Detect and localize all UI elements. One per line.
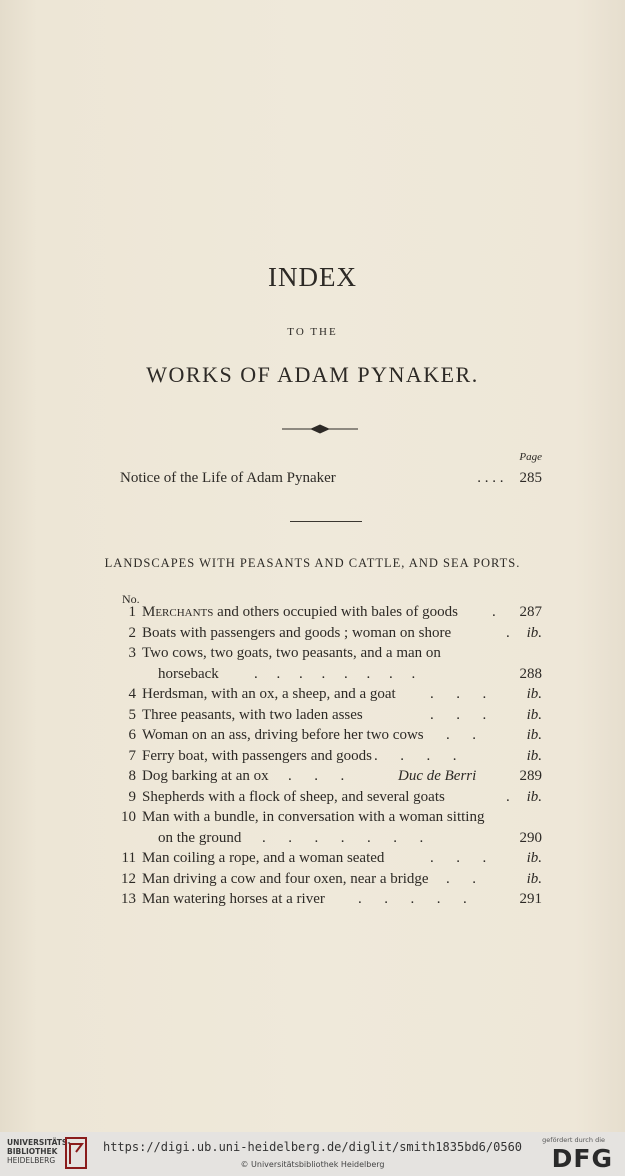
- entry-page: ib.: [526, 706, 542, 723]
- entry-dot-leader: . . . . . . . .: [254, 665, 416, 682]
- entry-row: [102, 746, 542, 767]
- entry-description: Ferry boat, with passengers and goods: [142, 747, 372, 764]
- entry-number: 1: [128, 604, 136, 620]
- entry-number: 4: [128, 686, 136, 702]
- entry-number: 5: [128, 706, 136, 723]
- entry-page: 288: [519, 665, 542, 682]
- entry-number: 3: [128, 645, 136, 661]
- entry-text: [142, 643, 542, 664]
- entry-row: [102, 725, 542, 746]
- entry-description: Three peasants, with two laden asses: [142, 706, 363, 723]
- entry-page: ib.: [526, 624, 542, 641]
- entry-dot-leader: . .: [446, 870, 476, 887]
- entry-number: 8: [128, 768, 136, 784]
- entry-description: Man with a bundle, in conversation with a woman sitting: [142, 809, 485, 825]
- works-heading: WORKS OF ADAM PYNAKER.: [146, 362, 479, 387]
- entry-text: [142, 602, 542, 623]
- entry-row: [102, 848, 542, 869]
- library-line-1: UNIVERSITÄTS-: [7, 1138, 71, 1147]
- entry-text: [142, 725, 542, 746]
- library-line-2: BIBLIOTHEK: [7, 1147, 58, 1156]
- entry-number: 11: [121, 850, 136, 866]
- entry-page: ib.: [526, 788, 542, 805]
- entry-dot-leader: . . .: [288, 768, 345, 784]
- entry-number: 2: [128, 624, 136, 641]
- entry-page: ib.: [526, 850, 542, 866]
- entry-page: ib.: [526, 747, 542, 764]
- entry-dot-leader: .: [506, 788, 510, 805]
- entry-owner: Duc de Berri: [398, 768, 477, 784]
- entry-row: [102, 828, 542, 849]
- footer-bar: [0, 1132, 625, 1176]
- entry-number: 13: [121, 891, 136, 907]
- notice-dots: . . . .: [477, 470, 504, 486]
- entry-row: [102, 684, 542, 705]
- entry-text: [142, 787, 542, 808]
- ornament-divider-icon: [282, 423, 358, 435]
- entry-row: [102, 766, 542, 787]
- notice-page: 285: [519, 470, 542, 486]
- entry-page: 291: [519, 891, 542, 907]
- notice-entry: [120, 470, 542, 487]
- entry-description: Boats with passengers and goods ; woman on shore: [142, 624, 452, 641]
- entry-dot-leader: . . . .: [374, 747, 457, 764]
- page-column-label: Page: [519, 451, 542, 463]
- entry-dot-leader: . .: [446, 727, 476, 743]
- entry-page: 289: [519, 768, 542, 784]
- entry-row: [102, 889, 542, 910]
- entry-description: Herdsman, with an ox, a sheep, and a goat: [142, 686, 396, 702]
- funded-by-text: gefördert durch die: [542, 1136, 605, 1144]
- entry-row: [102, 602, 542, 623]
- entry-dot-leader: .: [492, 604, 496, 620]
- entry-description: Woman on an ass, driving before her two cows: [142, 727, 424, 743]
- entry-description: Shepherds with a flock of sheep, and several goats: [142, 788, 445, 805]
- entry-text: [142, 889, 542, 910]
- entry-row: [102, 869, 542, 890]
- entry-number: 9: [128, 788, 136, 805]
- entry-row: [102, 807, 542, 828]
- entry-description: Dog barking at an ox: [142, 768, 269, 784]
- entry-number: 6: [128, 727, 136, 743]
- entry-number: 12: [121, 870, 136, 887]
- entry-description: Man driving a cow and four oxen, near a bridge: [142, 870, 429, 887]
- entry-page: ib.: [526, 727, 542, 743]
- entry-description: Two cows, two goats, two peasants, and a man on: [142, 645, 441, 661]
- entry-dot-leader: . . .: [430, 686, 487, 702]
- entry-dot-leader: .: [506, 624, 510, 641]
- entry-list: [102, 602, 542, 910]
- entry-text: [142, 869, 542, 890]
- entry-description: horseback: [158, 665, 219, 682]
- entry-row: [102, 643, 542, 664]
- to-the-subheading: TO THE: [287, 326, 338, 338]
- notice-label: Notice of the Life of Adam Pynaker: [120, 470, 336, 486]
- entry-dot-leader: . . .: [430, 850, 487, 866]
- entry-row: [102, 705, 542, 726]
- entry-small-caps: Merchants: [142, 604, 214, 620]
- entry-page: ib.: [526, 870, 542, 887]
- dfg-logo-text: DFG: [551, 1144, 613, 1173]
- section-title: LANDSCAPES WITH PEASANTS AND CATTLE, AND SEA PORTS.: [104, 556, 521, 570]
- entry-description: Man watering horses at a river: [142, 891, 325, 907]
- entry-text: [142, 746, 542, 767]
- entry-row: [102, 664, 542, 685]
- entry-row: [102, 623, 542, 644]
- entry-page: ib.: [526, 686, 542, 702]
- library-line-3: HEIDELBERG: [7, 1156, 56, 1165]
- entry-number: 7: [128, 747, 136, 764]
- entry-description: on the ground: [158, 829, 242, 846]
- section-divider: [290, 521, 362, 522]
- entry-text: [142, 623, 542, 644]
- entry-page: 290: [519, 829, 542, 846]
- index-heading: INDEX: [268, 262, 357, 292]
- entry-description: and others occupied with bales of goods: [213, 604, 458, 620]
- permalink-url[interactable]: https://digi.ub.uni-heidelberg.de/diglit/smith1835bd6/0560: [102, 1140, 523, 1154]
- entry-dot-leader: . . . . .: [358, 891, 467, 907]
- entry-page: 287: [519, 604, 542, 620]
- entry-description: Man coiling a rope, and a woman seated: [142, 850, 385, 866]
- entry-number: 10: [121, 809, 136, 825]
- entry-row: [102, 787, 542, 808]
- entry-dot-leader: . . .: [430, 706, 487, 723]
- entry-dot-leader: . . . . . . .: [262, 829, 424, 846]
- entry-text: [142, 807, 542, 828]
- number-column-label: No.: [122, 592, 140, 606]
- copyright-notice: © Universitätsbibliothek Heidelberg: [240, 1160, 385, 1169]
